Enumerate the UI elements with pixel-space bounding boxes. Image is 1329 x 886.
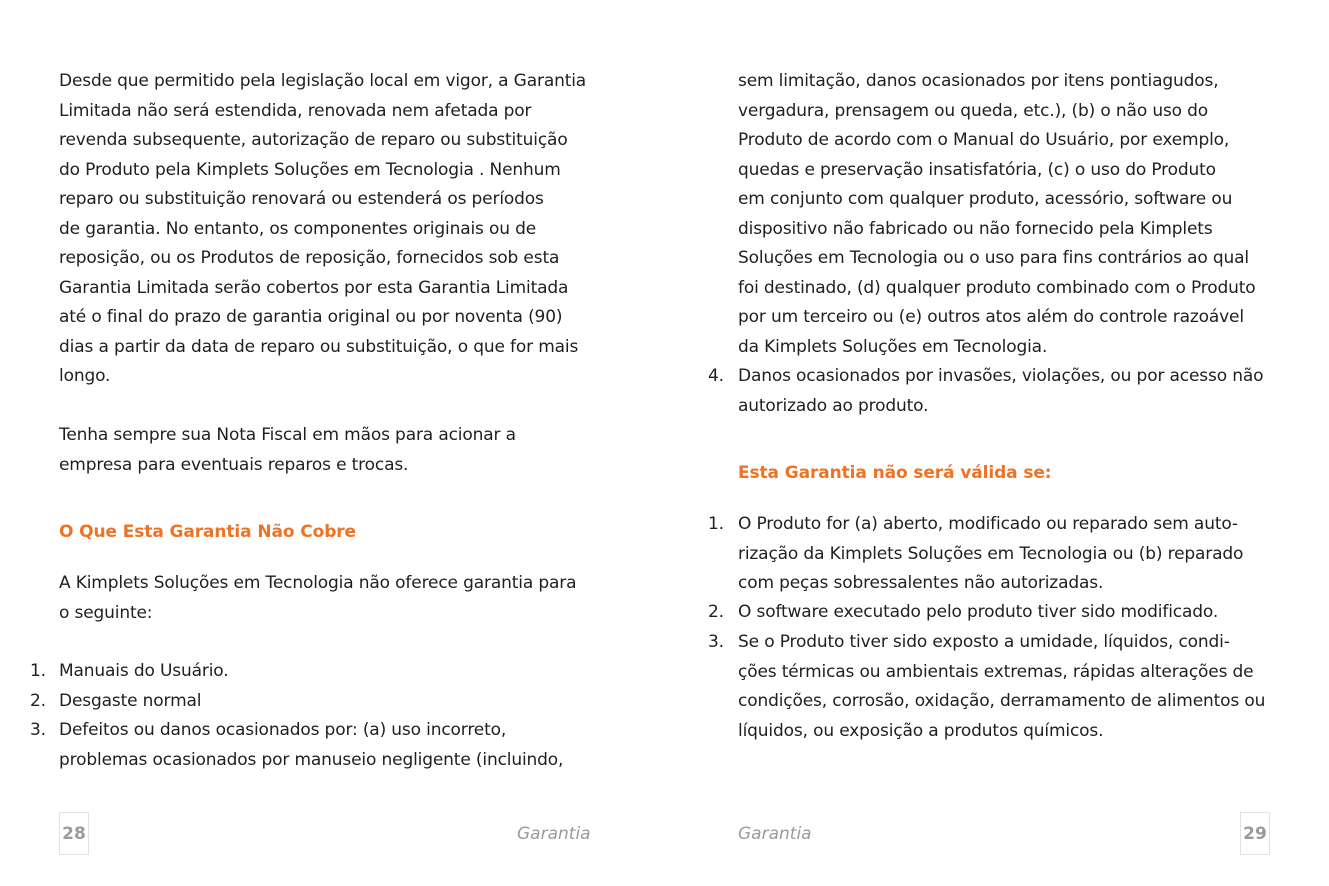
text-line: dias a partir da data de reparo ou substituição, o que for mais	[59, 336, 579, 357]
text-line: Se o Produto tiver sido exposto a umidade, líquidos, condi-	[738, 632, 1230, 652]
warranty-extension-paragraph	[59, 67, 619, 392]
text-line: com peças sobressalentes não autorizadas.	[738, 573, 1104, 593]
text-line: até o final do prazo de garantia original ou por noventa (90)	[59, 307, 563, 327]
list-item-text: Desgaste normal	[59, 691, 202, 711]
text-line: reposição, ou os Produtos de reposição, fornecidos sob esta	[59, 248, 560, 268]
text-line: vergadura, prensagem ou queda, etc.), (b) o não uso do	[738, 100, 1209, 121]
text-line: problemas ocasionados por manuseio negligente (incluindo,	[59, 749, 564, 770]
text-line: por um terceiro ou (e) outros atos além do controle razoável	[738, 307, 1244, 327]
list-number: 3.	[30, 720, 46, 740]
list-item	[30, 657, 630, 687]
list-item	[708, 598, 1308, 628]
page-number: 28	[59, 812, 89, 855]
footer-section-label: Garantia	[738, 824, 812, 844]
text-line: condições, corrosão, oxidação, derramamento de alimentos ou	[738, 691, 1266, 711]
list-item-text: O software executado pelo produto tiver sido modificado.	[738, 602, 1219, 622]
text-line: líquidos, ou exposição a produtos químicos.	[738, 720, 1104, 741]
list-item	[708, 628, 1308, 748]
text-line: do Produto pela Kimplets Soluções em Tecnologia . Nenhum	[59, 159, 561, 180]
text-line: longo.	[59, 366, 111, 386]
text-line: Garantia Limitada serão cobertos por esta Garantia Limitada	[59, 277, 569, 298]
text-line: sem limitação, danos ocasionados por itens pontiagudos,	[738, 71, 1219, 91]
list-number: 1.	[708, 514, 724, 534]
footer-section-label: Garantia	[517, 824, 591, 844]
text-line: dispositivo não fabricado ou não fornecido pela Kimplets	[738, 218, 1213, 239]
list-item-text: Manuais do Usuário.	[59, 661, 229, 681]
invoice-paragraph	[59, 421, 619, 480]
not-covered-intro-paragraph	[59, 569, 619, 628]
list-item-text	[738, 510, 1243, 599]
text-line: A Kimplets Soluções em Tecnologia não oferece garantia para	[59, 573, 577, 593]
continuation-paragraph	[738, 67, 1308, 362]
list-number: 1.	[30, 661, 46, 681]
text-line: Danos ocasionados por invasões, violações, ou por acesso não	[738, 366, 1264, 386]
text-line: quedas e preservação insatisfatória, (c) o uso do Produto	[738, 159, 1216, 180]
text-line: O Produto for (a) aberto, modificado ou reparado sem auto-	[738, 514, 1238, 534]
text-line: o seguinte:	[59, 602, 153, 623]
section-heading-invalid-if: Esta Garantia não será válida se:	[738, 463, 1052, 483]
list-number: 2.	[708, 602, 724, 622]
list-item-text	[738, 628, 1265, 746]
text-line: Soluções em Tecnologia ou o uso para fins contrários ao qual	[738, 248, 1249, 268]
list-item	[708, 510, 1308, 600]
text-line: empresa para eventuais reparos e trocas.	[59, 454, 409, 475]
text-line: ções térmicas ou ambientais extremas, rápidas alterações de	[738, 661, 1254, 682]
section-heading-not-covered: O Que Esta Garantia Não Cobre	[59, 522, 356, 542]
list-item-text	[738, 362, 1263, 421]
text-line: da Kimplets Soluções em Tecnologia.	[738, 336, 1048, 357]
text-line: de garantia. No entanto, os componentes originais ou de	[59, 218, 537, 239]
list-item	[30, 716, 630, 776]
list-item	[30, 687, 630, 717]
text-line: Desde que permitido pela legislação local em vigor, a Garantia	[59, 71, 587, 91]
text-line: rização da Kimplets Soluções em Tecnologia ou (b) reparado	[738, 543, 1244, 564]
left-page	[0, 0, 664, 886]
page-number: 29	[1240, 812, 1270, 855]
text-line: reparo ou substituição renovará ou estenderá os períodos	[59, 189, 544, 209]
text-line: Produto de acordo com o Manual do Usuário, por exemplo,	[738, 130, 1230, 150]
list-number: 3.	[708, 632, 724, 652]
text-line: Defeitos ou danos ocasionados por: (a) uso incorreto,	[59, 720, 507, 740]
right-page	[664, 0, 1329, 886]
list-item	[708, 362, 1308, 422]
text-line: Tenha sempre sua Nota Fiscal em mãos para acionar a	[59, 425, 516, 445]
text-line: em conjunto com qualquer produto, acessório, software ou	[738, 189, 1233, 209]
list-number: 2.	[30, 691, 46, 711]
list-item-text	[59, 716, 563, 775]
text-line: Limitada não será estendida, renovada nem afetada por	[59, 100, 532, 121]
list-number: 4.	[708, 366, 724, 386]
text-line: revenda subsequente, autorização de reparo ou substituição	[59, 130, 568, 150]
text-line: autorizado ao produto.	[738, 395, 929, 416]
text-line: foi destinado, (d) qualquer produto combinado com o Produto	[738, 277, 1256, 298]
